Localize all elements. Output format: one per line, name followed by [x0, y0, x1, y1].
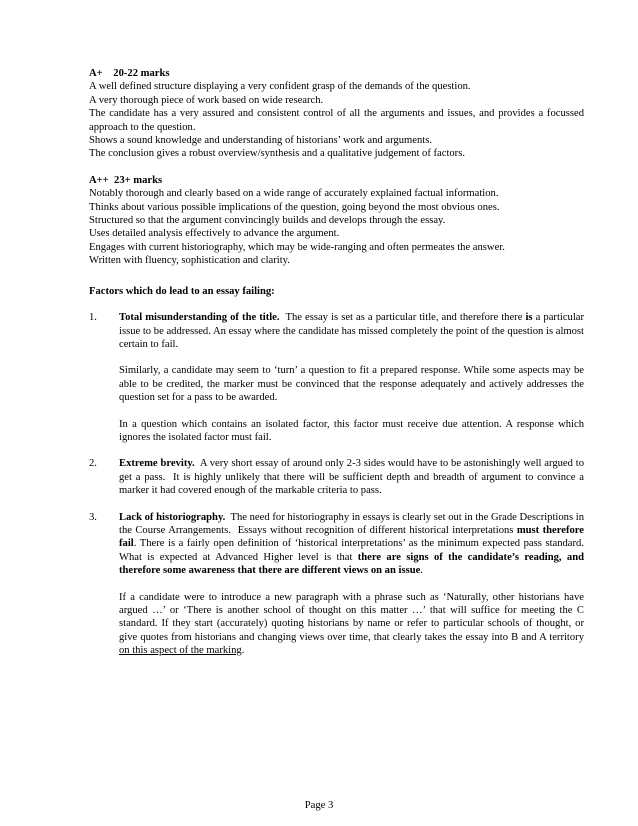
factor-text: The need for historiography in essays is clearly set out in the Grade Descriptions in the Course Arrangements. Essays without recognition of different historical interpretations [119, 511, 587, 536]
factor-paragraph: In a question which contains an isolated factor, this factor must receive due attention. A response which ignores the isolated factor must fail. [119, 418, 584, 443]
factor-emphasis: must therefore fail [119, 524, 585, 550]
grade-aplusplus-line: Engages with current historiography, which may be wide-ranging and often permeates the answer. [89, 241, 505, 253]
grade-aplusplus-line: Thinks about various possible implications of the question, going beyond the most obvious ones. [89, 201, 500, 213]
grade-aplusplus-line: Uses detailed analysis effectively to advance the argument. [89, 228, 340, 240]
factor-emphasis: there are signs of the candidate’s reading, and therefore some awareness that there are different views on an issue [119, 551, 584, 577]
factor-title: Total misunderstanding of the title. [119, 312, 280, 324]
factor-title: Extreme brevity. [119, 458, 195, 470]
factor-paragraph [119, 311, 584, 351]
grade-aplusplus-line: Written with fluency, sophistication and clarity. [89, 255, 290, 267]
factor-underline: on this aspect of the marking [119, 645, 242, 657]
factor-number: 3. [89, 511, 97, 523]
factor-text: . [241, 645, 245, 657]
factor-text: . There is a fairly open definition of ‘historical interpretations’ as the minimum expected pass standard. What is expected at Advanced Higher level is that [119, 538, 584, 563]
grade-aplusplus-section [89, 174, 584, 268]
factor-text: . [420, 565, 423, 577]
factors-title: Factors which do lead to an essay failing: [89, 285, 275, 297]
factor-paragraph [119, 511, 587, 578]
grade-aplusplus-line: Structured so that the argument convincingly builds and develops through the essay. [89, 215, 446, 227]
page-number: Page 3 [304, 800, 334, 811]
factor-title: Lack of historiography. [119, 511, 226, 523]
factor-paragraph: Similarly, a candidate may seem to ‘turn’ a question to fit a prepared response. While some aspects may be able to be credited, the marker must be convinced that the response adequately and actively addresses the question set for a pass to be awarded. [119, 365, 584, 404]
grade-aplus-line: A well defined structure displaying a very confident grasp of the demands of the question. [89, 81, 471, 93]
grade-aplusplus-line: Notably thorough and clearly based on a wide range of accurately explained factual information. [89, 188, 499, 200]
grade-aplus-section [89, 67, 584, 161]
factor-text: The essay is set as a particular title, and therefore there [279, 312, 526, 324]
factor-item-3 [89, 511, 587, 658]
factor-item-2 [89, 457, 587, 497]
factor-emphasis: is [525, 312, 533, 324]
factor-number: 1. [89, 312, 97, 324]
grade-aplus-line: A very thorough piece of work based on wide research. [89, 94, 324, 106]
factor-text: A very short essay of around only 2-3 sides would have to be astonishingly well argued to get a pass. It is highly unlikely that there will be sufficient depth and breadth of argument to convince a marker it had covered enough of the markable criteria to pass. [119, 458, 587, 497]
factor-paragraph [119, 591, 584, 658]
factor-text: If a candidate were to introduce a new paragraph with a phrase such as ‘Naturally, other historians have argued …’ or ‘There is another school of thought on this matter …’ that will suffice for meeting the C standard. If they start (accurately) quoting historians by name or refer to particular schools of thought, or give quotes from historians and changing views over time, that clearly takes the essay into B and A territory [119, 591, 584, 643]
factor-paragraph [119, 457, 587, 497]
document-page [89, 67, 587, 671]
grade-aplus-heading: A+ 20-22 marks [89, 68, 170, 79]
factor-item-1 [89, 311, 584, 444]
factor-text: a particular issue to be addressed. An essay where the candidate has missed completely the point of the question is almost certain to fail. [119, 312, 584, 350]
grade-aplus-line: Shows a sound knowledge and understanding of historians’ work and arguments. [89, 135, 432, 147]
grade-aplus-line: The candidate has a very assured and consistent control of all the arguments and issues, and provides a focussed approach to the question. [89, 108, 584, 133]
factor-number: 2. [89, 458, 97, 470]
grade-aplus-line: The conclusion gives a robust overview/synthesis and a qualitative judgement of factors. [89, 148, 465, 160]
grade-aplusplus-heading: A++ 23+ marks [89, 174, 163, 186]
